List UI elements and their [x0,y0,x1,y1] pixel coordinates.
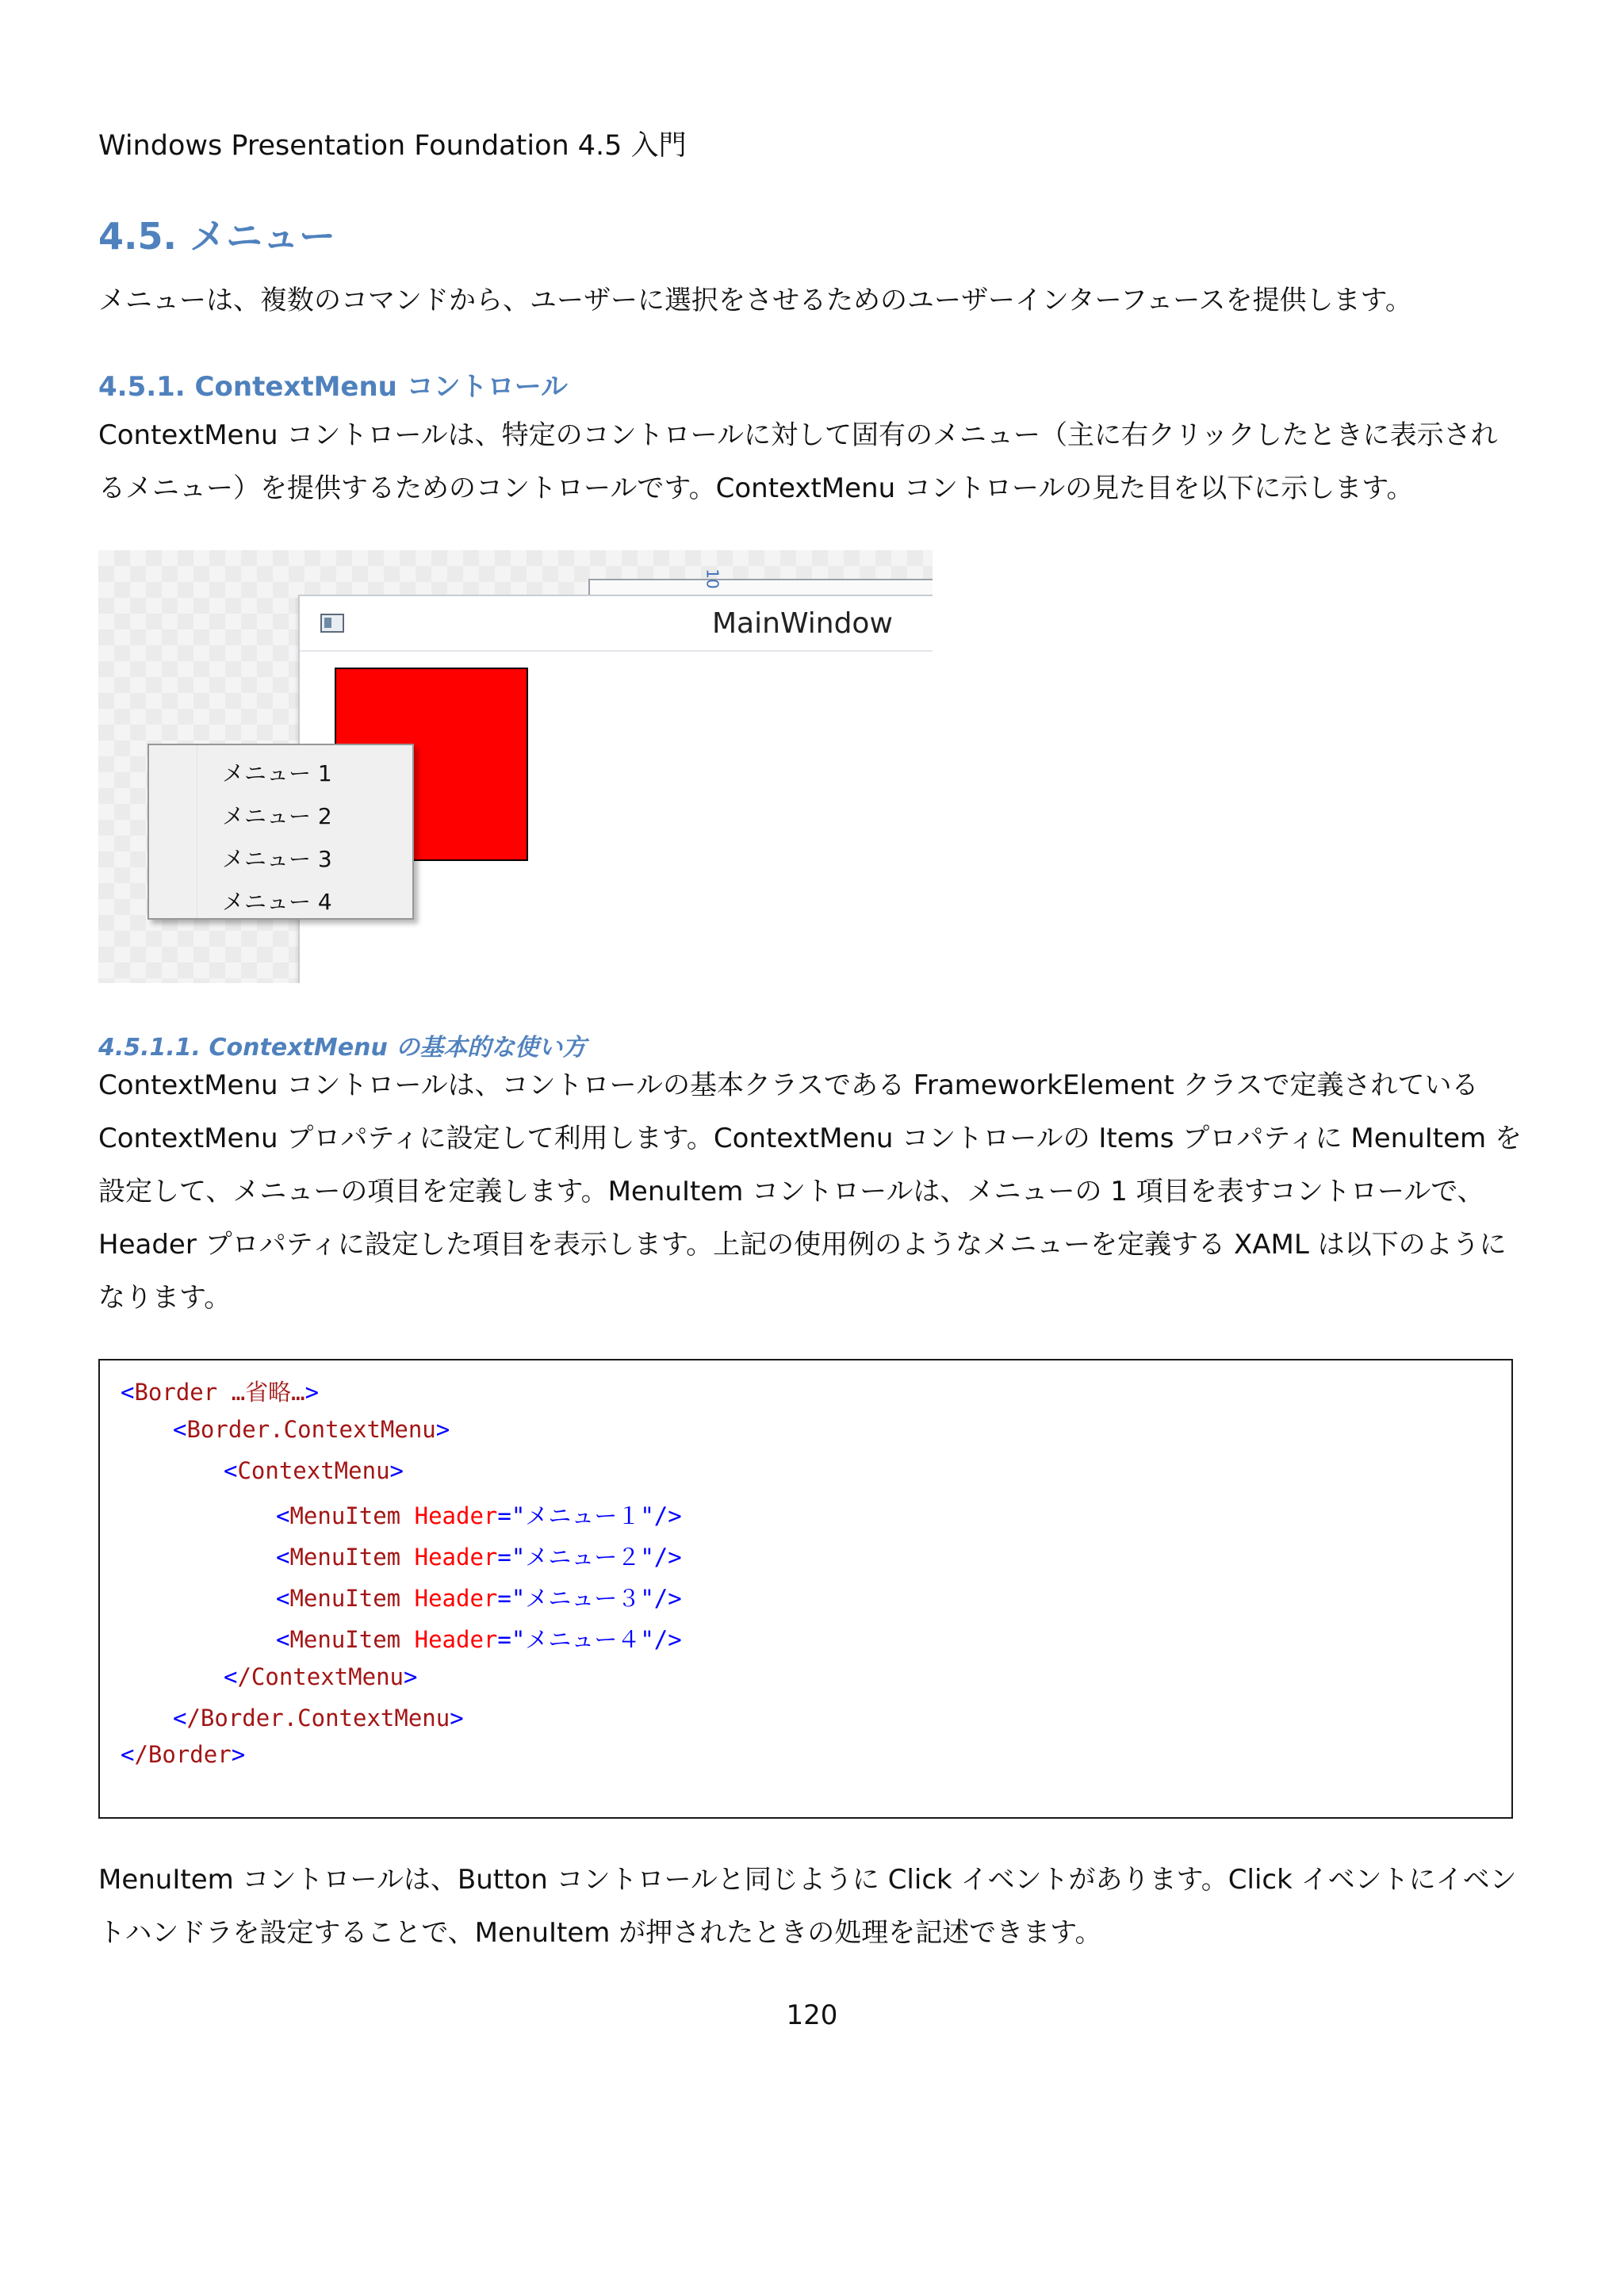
usage-paragraph-line-1: ContextMenu コントロールは、コントロールの基本クラスである FrameworkElement クラスで定義されている [98,1070,1479,1101]
code-line-menuitem-4: <MenuItem Header="メニュー４"/> [276,1626,682,1653]
code-line-border-close: </Border> [121,1741,246,1768]
code-line-border-contextmenu-close: </Border.ContextMenu> [173,1705,464,1732]
closing-paragraph-line-1: MenuItem コントロールは、Button コントロールと同じように Click イベントがあります。Click イベントにイベン [98,1864,1517,1896]
subsubsection-heading: 4.5.1.1. ContextMenu の基本的な使い方 [98,1034,587,1062]
window-title: MainWindow [712,607,893,640]
page-number: 120 [786,1999,838,2031]
menu-item-3[interactable]: メニュー 3 [222,846,332,872]
usage-paragraph-line-2: ContextMenu プロパティに設定して利用します。ContextMenu コントロールの Items プロパティに MenuItem を [98,1123,1522,1154]
code-line-menuitem-1: <MenuItem Header="メニュー１"/> [276,1502,682,1529]
window-titlebar [300,596,933,652]
code-line-menuitem-2: <MenuItem Header="メニュー２"/> [276,1544,682,1571]
code-line-contextmenu-open: <ContextMenu> [224,1457,404,1484]
section-heading: 4.5. メニュー [98,215,335,258]
section-intro: メニューは、複数のコマンドから、ユーザーに選択をさせるためのユーザーインターフェースを提供します。 [98,285,1412,316]
subsection-heading: 4.5.1. ContextMenu コントロール [98,371,569,403]
usage-paragraph-line-4: Header プロパティに設定した項目を表示します。上記の使用例のようなメニューを定義する XAML は以下のように [98,1229,1507,1261]
subsection-paragraph-line-1: ContextMenu コントロールは、特定のコントロールに対して固有のメニュー（主に右クリックしたときに表示され [98,419,1498,451]
code-line-border-open: <Border …省略…> [121,1379,320,1406]
xaml-code-block [98,1359,1513,1819]
usage-paragraph-line-5: なります。 [98,1282,232,1314]
context-menu [147,744,414,920]
code-line-contextmenu-close: </ContextMenu> [224,1663,418,1690]
subsection-paragraph-line-2: るメニュー）を提供するためのコントロールです。ContextMenu コントロールの見た目を以下に示します。 [98,473,1414,504]
window-icon [320,614,344,633]
context-menu-screenshot [98,550,933,983]
running-header: Windows Presentation Foundation 4.5 入門 [98,130,687,162]
closing-paragraph-line-2: トハンドラを設定することで、MenuItem が押されたときの処理を記述できます。 [98,1917,1102,1949]
menu-item-2[interactable]: メニュー 2 [222,803,332,829]
ruler-mark: 10 [703,568,722,589]
menu-item-4[interactable]: メニュー 4 [222,889,332,915]
code-line-menuitem-3: <MenuItem Header="メニュー３"/> [276,1585,682,1612]
menu-item-1[interactable]: メニュー 1 [222,760,332,786]
code-line-border-contextmenu-open: <Border.ContextMenu> [173,1416,450,1443]
menu-icon-gutter [149,745,197,918]
usage-paragraph-line-3: 設定して、メニューの項目を定義します。MenuItem コントロールは、メニューの 1 項目を表すコントロールで、 [98,1176,1484,1207]
